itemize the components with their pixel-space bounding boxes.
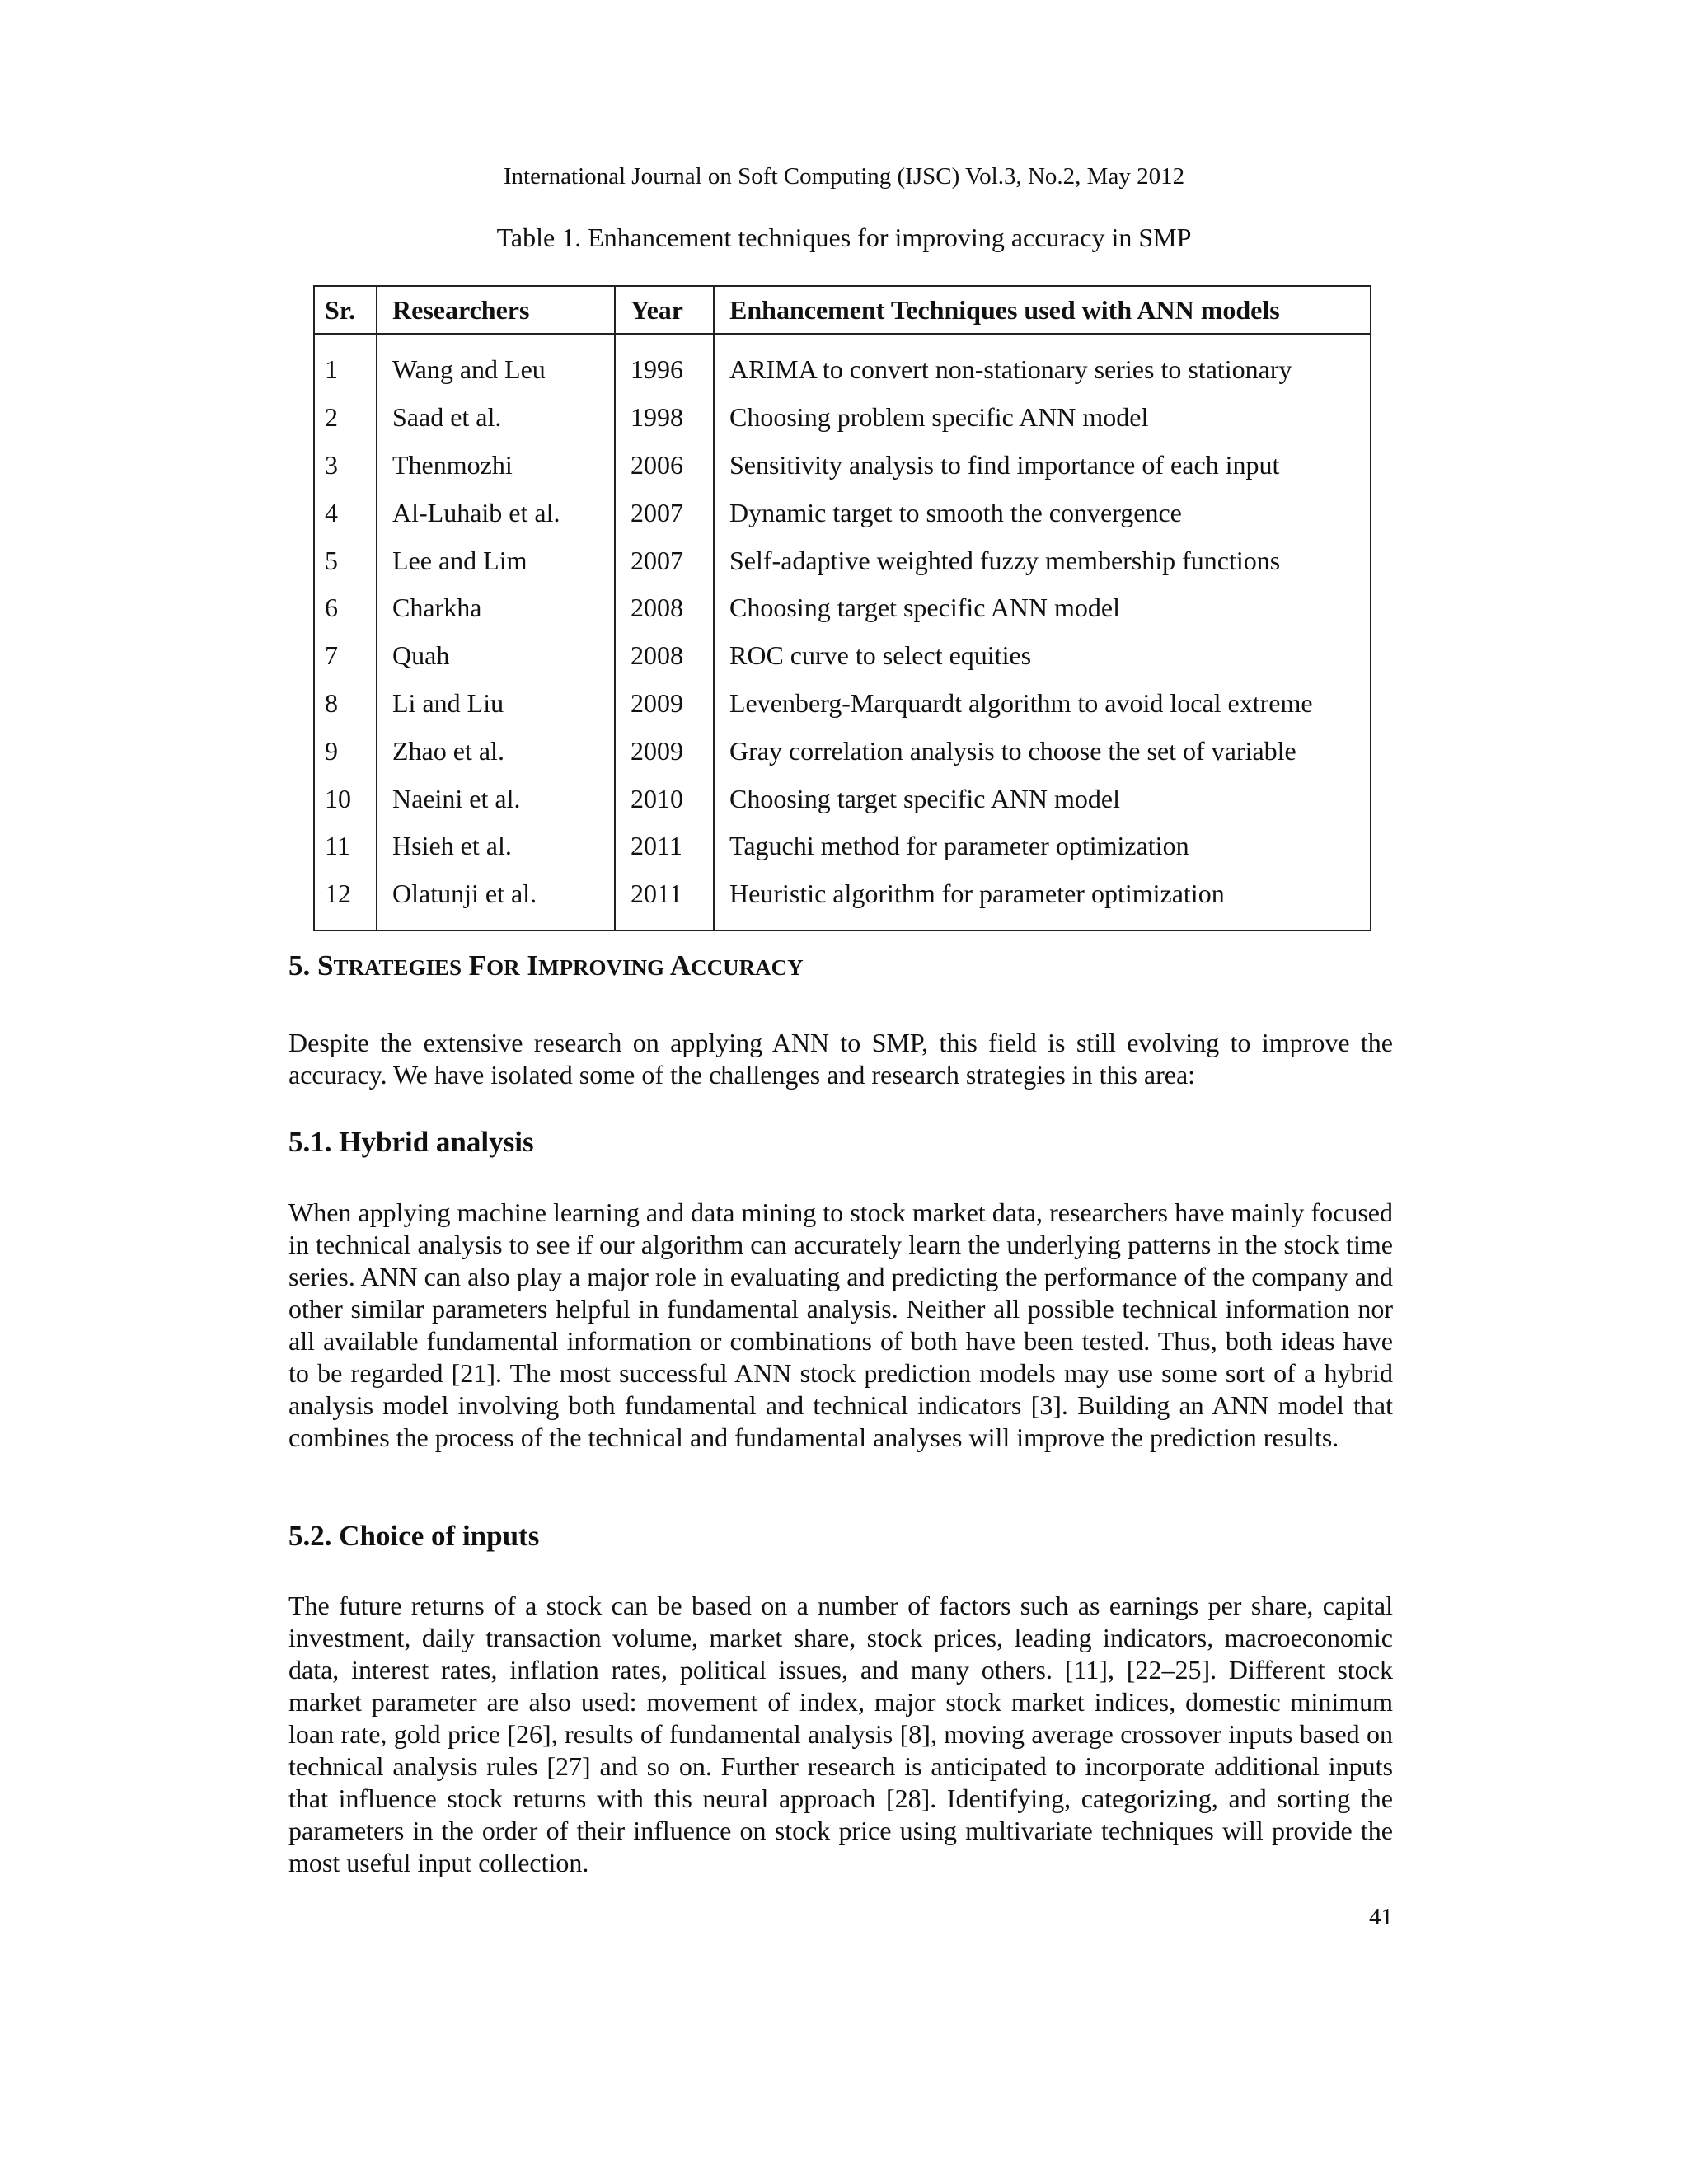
cell-sr: 4 — [314, 489, 377, 537]
cell-researchers: Naeini et al. — [377, 775, 615, 823]
page-number: 41 — [1369, 1904, 1393, 1930]
cell-year: 2011 — [615, 870, 714, 918]
cell-researchers: Thenmozhi — [377, 442, 615, 490]
cell-researchers: Quah — [377, 632, 615, 680]
cell-year: 2007 — [615, 537, 714, 584]
cell-technique: Choosing target specific ANN model — [714, 775, 1371, 823]
section-title-word: FOR — [468, 949, 520, 982]
cell-year: 2011 — [615, 823, 714, 870]
cell-researchers: Olatunji et al. — [377, 870, 615, 918]
table-row — [314, 442, 1371, 490]
cell-researchers: Charkha — [377, 584, 615, 632]
table-row — [314, 823, 1371, 870]
table-row — [314, 537, 1371, 584]
cell-technique: Gray correlation analysis to choose the set of variable — [714, 727, 1371, 775]
table-row — [314, 680, 1371, 728]
cell-year: 1998 — [615, 394, 714, 442]
subsection-5-2-heading: 5.2. Choice of inputs — [288, 1520, 540, 1552]
cell-researchers: Al-Luhaib et al. — [377, 489, 615, 537]
section-5-intro-paragraph: Despite the extensive research on applying ANN to SMP, this field is still evolving to improve the accuracy. We have isolated some of the challenges and research strategies in this area: — [288, 1028, 1393, 1090]
table-row — [314, 489, 1371, 537]
cell-researchers: Wang and Leu — [377, 346, 615, 394]
cell-sr: 7 — [314, 632, 377, 680]
cell-year: 2006 — [615, 442, 714, 490]
table-caption: Table 1. Enhancement techniques for improving accuracy in SMP — [496, 223, 1192, 252]
cell-technique: ROC curve to select equities — [714, 632, 1371, 680]
subsection-5-2-paragraph: The future returns of a stock can be based on a number of factors such as earnings per share, capital investment, daily transaction volume, market share, stock prices, leading indicators, macroeconomic data, interest rates, inflation rates, political issues, and many others. [11], [22–25]. Different stock market parameter are also used: movement of index, major stock market indices, domestic minimum loan rate, gold price [26], results of fundamental analysis [8], moving average crossover inputs based on technical analysis rules [27] and so on. Further research is anticipated to incorporate additional inputs that influence stock returns with this neural approach [28]. Identifying, categorizing, and sorting the parameters in the order of their influence on stock price using multivariate techniques will provide the most useful input collection. — [288, 1591, 1393, 1877]
section-5-heading — [288, 948, 804, 986]
column-header-year: Year — [615, 286, 714, 334]
cell-technique: Taguchi method for parameter optimization — [714, 823, 1371, 870]
table-row — [314, 870, 1371, 918]
cell-technique: ARIMA to convert non-stationary series to stationary — [714, 346, 1371, 394]
table-body — [314, 334, 1371, 930]
section-title — [317, 949, 804, 982]
running-header: International Journal on Soft Computing (IJSC) Vol.3, No.2, May 2012 — [503, 163, 1185, 190]
cell-year: 1996 — [615, 346, 714, 394]
cell-sr: 6 — [314, 584, 377, 632]
subsection-5-1-heading: 5.1. Hybrid analysis — [288, 1126, 534, 1158]
cell-technique: Choosing target specific ANN model — [714, 584, 1371, 632]
table-header-row — [314, 286, 1371, 334]
table-row — [314, 584, 1371, 632]
cell-year: 2007 — [615, 489, 714, 537]
cell-researchers: Hsieh et al. — [377, 823, 615, 870]
cell-technique: Dynamic target to smooth the convergence — [714, 489, 1371, 537]
enhancement-techniques-table — [313, 285, 1372, 931]
table-row — [314, 346, 1371, 394]
column-header-researchers: Researchers — [377, 286, 615, 334]
cell-technique: Self-adaptive weighted fuzzy membership functions — [714, 537, 1371, 584]
column-header-techniques: Enhancement Techniques used with ANN models — [714, 286, 1371, 334]
cell-researchers: Li and Liu — [377, 680, 615, 728]
cell-year: 2010 — [615, 775, 714, 823]
cell-year: 2008 — [615, 632, 714, 680]
cell-sr: 9 — [314, 727, 377, 775]
cell-researchers: Lee and Lim — [377, 537, 615, 584]
cell-sr: 10 — [314, 775, 377, 823]
column-header-sr: Sr. — [314, 286, 377, 334]
table-row — [314, 394, 1371, 442]
cell-year: 2009 — [615, 727, 714, 775]
cell-sr: 8 — [314, 680, 377, 728]
cell-year: 2008 — [615, 584, 714, 632]
cell-technique: Levenberg-Marquardt algorithm to avoid local extreme — [714, 680, 1371, 728]
cell-researchers: Zhao et al. — [377, 727, 615, 775]
cell-technique: Sensitivity analysis to find importance of each input — [714, 442, 1371, 490]
cell-sr: 11 — [314, 823, 377, 870]
cell-sr: 5 — [314, 537, 377, 584]
table-row — [314, 727, 1371, 775]
cell-year: 2009 — [615, 680, 714, 728]
table-spacer-row — [314, 918, 1371, 930]
cell-technique: Heuristic algorithm for parameter optimization — [714, 870, 1371, 918]
table-row — [314, 775, 1371, 823]
cell-sr: 12 — [314, 870, 377, 918]
section-title-word: STRATEGIES — [317, 949, 462, 982]
cell-sr: 2 — [314, 394, 377, 442]
cell-sr: 3 — [314, 442, 377, 490]
section-title-word: ACCURACY — [669, 949, 804, 982]
table-row — [314, 632, 1371, 680]
subsection-5-1-paragraph: When applying machine learning and data mining to stock market data, researchers have mainly focused in technical analysis to see if our algorithm can accurately learn the underlying patterns in the stock time series. ANN can also play a major role in evaluating and predicting the performance of the company and other similar parameters helpful in fundamental analysis. Neither all possible technical information nor all available fundamental information or combinations of both have been tested. Thus, both ideas have to be regarded [21]. The most successful ANN stock prediction models may use some sort of a hybrid analysis model involving both fundamental and technical indicators [3]. Building an ANN model that combines the process of the technical and fundamental analyses will improve the prediction results. — [288, 1197, 1393, 1452]
cell-technique: Choosing problem specific ANN model — [714, 394, 1371, 442]
section-number: 5. — [288, 949, 311, 982]
cell-sr: 1 — [314, 346, 377, 394]
table-spacer-row — [314, 334, 1371, 346]
cell-researchers: Saad et al. — [377, 394, 615, 442]
section-title-word: IMPROVING — [527, 949, 665, 982]
